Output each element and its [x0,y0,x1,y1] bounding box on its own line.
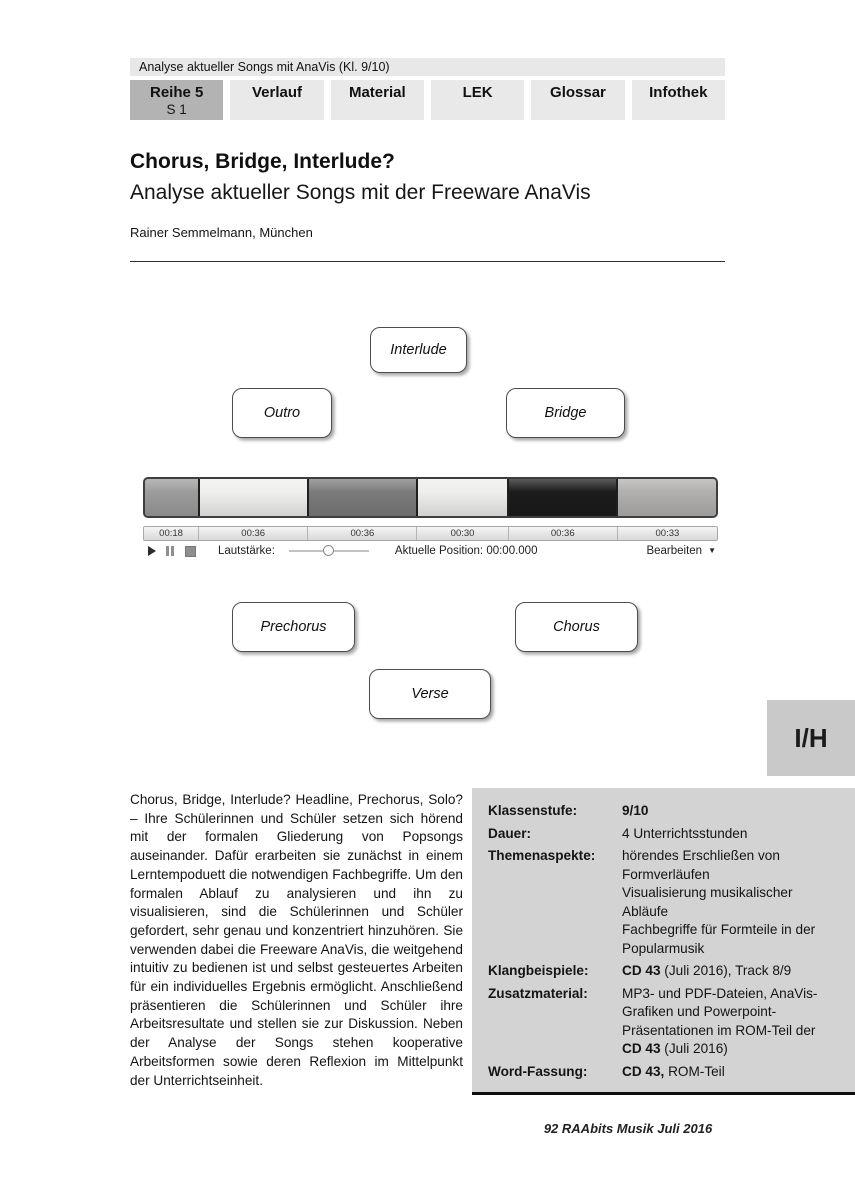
volume-label: Lautstärke: [218,545,275,557]
form-box-outro[interactable]: Outro [232,388,332,438]
info-value-part: (Juli 2016) [660,1041,728,1056]
info-value-part: CD 43, [622,1063,665,1079]
section-marker-label: I/H [794,722,828,753]
segments-bar [143,477,718,518]
volume-slider[interactable] [289,550,369,552]
form-box-bridge[interactable]: Bridge [506,388,625,438]
form-box-prechorus[interactable]: Prechorus [232,602,355,652]
tab-reihe-sublabel: S 1 [166,102,187,117]
stop-icon[interactable] [185,546,196,557]
info-value-part: (Juli 2016), Track 8/9 [660,963,792,978]
segment-duration-6: 00:33 [618,527,717,540]
info-row-klangbeispiele: Klangbeispiele: CD 43 (Juli 2016), Track 8/9 [488,963,792,978]
song-segment-3[interactable] [307,479,416,516]
tab-glossar[interactable]: Glossar [531,80,624,120]
edit-dropdown-label: Bearbeiten [646,545,703,557]
segment-duration-2: 00:36 [199,527,308,540]
tab-infothek[interactable]: Infothek [632,80,725,120]
segment-duration-5: 00:36 [509,527,618,540]
tab-lek[interactable]: LEK [431,80,524,120]
info-row-zusatzmaterial: Zusatzmaterial: MP3- und PDF-Dateien, AnaVis-Grafiken und Powerpoint-Präsentationen im ROM-Teil der CD 43 (Juli 2016) [488,985,818,1056]
segment-duration-4: 00:30 [417,527,508,540]
info-value-part: CD 43 [622,1041,661,1056]
edit-dropdown[interactable] [646,545,716,557]
form-box-verse[interactable]: Verse [369,669,491,719]
page-subtitle: Analyse aktueller Songs mit der Freeware AnaVis [130,181,591,204]
footer-credit: 92 RAAbits Musik Juli 2016 [543,1121,713,1136]
themenaspekt-item: hörendes Erschließen von Formverläufen [622,848,780,882]
song-segment-5[interactable] [507,479,616,516]
page-title: Chorus, Bridge, Interlude? [130,150,395,173]
tab-bar [130,80,725,120]
section-marker-box [767,700,855,776]
form-box-interlude[interactable]: Interlude [370,327,467,373]
info-box [472,788,855,1095]
song-segment-6[interactable] [616,479,716,516]
series-title: Analyse aktueller Songs mit AnaVis (Kl. 9/10) [139,60,390,74]
info-row-klassenstufe: Klassenstufe: 9/10 [488,803,649,818]
timeline-strip [143,526,718,541]
tab-reihe-label: Reihe 5 [149,84,204,101]
song-segment-2[interactable] [198,479,307,516]
volume-slider-knob[interactable] [323,545,334,556]
player-controls [143,543,718,559]
segment-duration-1: 00:18 [144,527,199,540]
info-value-part: MP3- und PDF-Dateien, AnaVis-Grafiken und Powerpoint-Präsentationen im ROM-Teil der [622,985,818,1038]
tab-verlauf[interactable]: Verlauf [230,80,323,120]
chevron-down-icon: ▼ [708,546,716,555]
series-header-strip [130,58,725,76]
info-row-themenaspekte: Themenaspekte: hörendes Erschließen von Formverläufen Visualisierung musikalischer Abläufe Fachbegriffe für Formteile in der Popularmusik [488,847,855,958]
info-row-wordfassung: Word-Fassung: CD 43, ROM-Teil [488,1063,725,1079]
intro-paragraph: Chorus, Bridge, Interlude? Headline, Prechorus, Solo? – Ihre Schülerinnen und Schüler setzen sich hörend mit der formalen Gliederung von Popsongs auseinander. Dafür erarbeiten sie zunächst in einem Lerntempoduett die notwendigen Fachbegriffe. Um den formalen Ablauf zu analysieren und ihn zu visualisieren, sind die Schülerinnen und Schüler gefordert, sehr genau und konzentriert hinzuhören. Sie verwenden dabei die Freeware AnaVis, die weitgehend intuitiv zu bedienen ist und selbst gesteuertes Arbeiten für ein individuelles Ergebnis ermöglicht. Anschließend präsentieren die Schülerinnen und Schüler ihre Arbeitsresultate und stellen sie zur Diskussion. Neben der Analyse der Songs stehen kooperative Arbeitsformen sowie deren Reflexion im Mittelpunkt der Unterrichtseinheit. [130,792,463,1088]
pause-icon[interactable] [166,546,174,556]
tab-material[interactable]: Material [331,80,424,120]
position-label: Aktuelle Position: 00:00.000 [394,545,538,557]
themenaspekt-item: Visualisierung musikalischer Abläufe [622,885,793,919]
form-box-chorus[interactable]: Chorus [515,602,638,652]
author-line: Rainer Semmelmann, München [130,225,313,240]
info-row-dauer: Dauer: 4 Unterrichtsstunden [488,825,748,841]
song-segment-1[interactable] [145,479,198,516]
themenaspekt-item: Fachbegriffe für Formteile in der Popularmusik [622,922,816,956]
song-segment-4[interactable] [416,479,507,516]
segment-duration-3: 00:36 [308,527,417,540]
tab-reihe-5[interactable] [130,80,223,120]
play-icon[interactable] [148,546,156,556]
info-value-part: ROM-Teil [664,1063,725,1079]
title-divider [130,261,725,262]
info-value-part: CD 43 [622,963,661,978]
